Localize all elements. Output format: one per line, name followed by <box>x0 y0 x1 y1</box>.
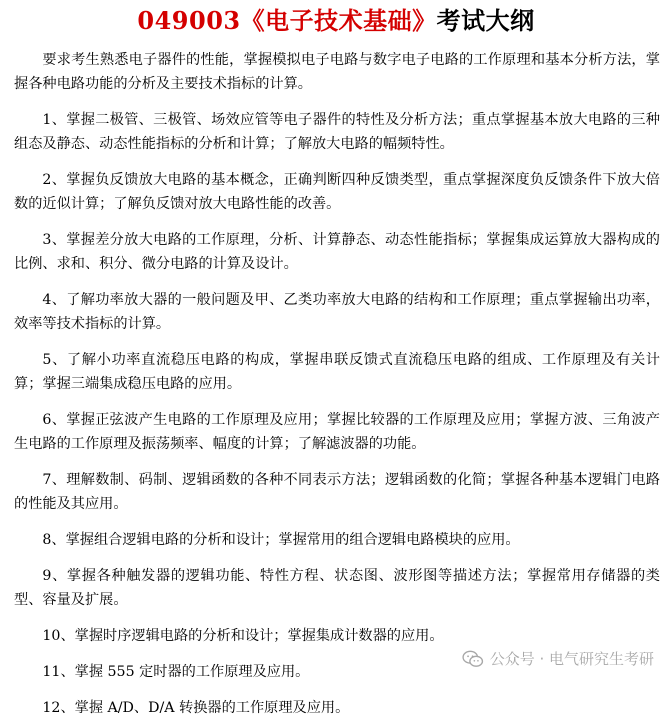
syllabus-item-1: 1、掌握二极管、三极管、场效应管等电子器件的特性及分析方法；重点掌握基本放大电路的三种组态及静态、动态性能指标的分析和计算；了解放大电路的幅频特性。 <box>14 112 660 152</box>
syllabus-item-5: 5、了解小功率直流稳压电路的构成，掌握串联反馈式直流稳压电路的组成、工作原理及有关计算；掌握三端集成稳压电路的应用。 <box>14 352 660 392</box>
syllabus-item-12: 12、掌握 A/D、D/A 转换器的工作原理及应用。 <box>42 700 350 716</box>
syllabus-item-10: 10、掌握时序逻辑电路的分析和设计；掌握集成计数器的应用。 <box>42 628 444 644</box>
exam-code: 049003 <box>137 6 241 35</box>
title-suffix: 考试大纲 <box>436 6 535 35</box>
syllabus-item-7: 7、理解数制、码制、逻辑函数的各种不同表示方法；逻辑函数的化简；掌握各种基本逻辑门电路的性能及其应用。 <box>14 472 660 512</box>
watermark <box>462 648 654 669</box>
intro-paragraph: 要求考生熟悉电子器件的性能，掌握模拟电子电路与数字电子电路的工作原理和基本分析方法，掌握各种电路功能的分析及主要技术指标的计算。 <box>14 52 660 92</box>
syllabus-item-4: 4、了解功率放大器的一般问题及甲、乙类功率放大电路的结构和工作原理；重点掌握输出功率，效率等技术指标的计算。 <box>14 292 660 332</box>
syllabus-body <box>0 48 672 720</box>
syllabus-item-6: 6、掌握正弦波产生电路的工作原理及应用；掌握比较器的工作原理及应用；掌握方波、三角波产生电路的工作原理及振荡频率、幅度的计算；了解滤波器的功能。 <box>14 412 660 452</box>
page-title <box>0 6 672 36</box>
course-name: 《电子技术基础》 <box>240 6 437 35</box>
syllabus-item-2: 2、掌握负反馈放大电路的基本概念，正确判断四种反馈类型，重点掌握深度负反馈条件下放大倍数的近似计算；了解负反馈对放大电路性能的改善。 <box>14 172 660 212</box>
watermark-label: 公众号 · 电气研究生考研 <box>489 650 654 668</box>
wechat-icon <box>462 650 484 668</box>
syllabus-item-11: 11、掌握 555 定时器的工作原理及应用。 <box>42 664 310 680</box>
syllabus-item-3: 3、掌握差分放大电路的工作原理，分析、计算静态、动态性能指标；掌握集成运算放大器构成的比例、求和、积分、微分电路的计算及设计。 <box>14 232 660 272</box>
syllabus-item-9: 9、掌握各种触发器的逻辑功能、特性方程、状态图、波形图等描述方法；掌握常用存储器的类型、容量及扩展。 <box>14 568 660 608</box>
syllabus-item-8: 8、掌握组合逻辑电路的分析和设计；掌握常用的组合逻辑电路模块的应用。 <box>42 532 520 548</box>
